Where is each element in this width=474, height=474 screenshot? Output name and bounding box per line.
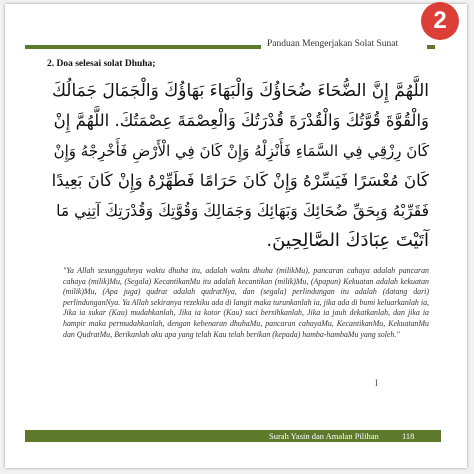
text-cursor-icon: I xyxy=(375,378,378,388)
header-title: Panduan Mengerjakan Solat Sunat xyxy=(267,39,399,49)
arabic-prayer-text xyxy=(49,76,429,256)
header-rule xyxy=(25,45,261,49)
section-heading: 2. Doa selesai solat Dhuha; xyxy=(47,59,156,69)
page-badge: 2 xyxy=(421,2,459,40)
arabic-line: اللَّهُمَّ إِنَّ الضُّحَاءَ ضُحَاؤُكَ وَالْبَهَاءَ بَهَاؤُكَ وَالْجَمَالَ جَمَالُكَ xyxy=(51,81,429,101)
arabic-line: كَانَ رِزْقِي فِي السَّمَاءِ فَأَنْزِلْهُ وَإِنْ كَانَ فِي الْأَرْضِ فَأَخْرِجْهُ وَإِنْ xyxy=(53,142,429,160)
header-rule-right xyxy=(427,45,435,49)
page-number: 118 xyxy=(402,431,415,441)
arabic-line: وَالْقُوَّةَ قُوَّتُكَ وَالْقُدْرَةَ قُدْرَتُكَ وَالْعِصْمَةَ عِصْمَتُكَ. اللَّهُمَّ إِنْ xyxy=(53,111,429,130)
arabic-line: فَقَرِّبْهُ وَبِحَقِّ ضُحَائِكَ وَبَهَائِكَ وَجَمَالِكَ وَقُوَّتِكَ وَقُدْرَتِكَ آتِنِي مَا xyxy=(56,202,429,220)
footer-title: Surah Yasin dan Amalan Pilihan xyxy=(269,431,379,441)
arabic-line: كَانَ مُعْسَرًا فَيَسِّرْهُ وَإِنْ كَانَ حَرَامًا فَطَهِّرْهُ وَإِنْ كَانَ بَعِيدًا xyxy=(51,171,429,190)
arabic-line: آتَيْتَ عِبَادَكَ الصَّالِحِينَ. xyxy=(266,230,429,251)
translation-paragraph: "Ya Allah sesungguhnya waktu dhuha itu, adalah waktu dhuha (milikMu), pancaran cahaya adalah pancaran cahaya (milik)Mu, (Segala) KecantikanMu itu adalah kecantikan (milik)Mu, (Apapun) Kekuatan adalah kekuatan (milik)Mu, (Apa juga) qudrat adalah qudratNya, dan (segala) perlindungan itu adalah (datang dari) perlindunganNya. Ya Allah sekiranya rezekiku ada di langit maka turunkanlah ia, jika ada di bumi keluarkanlah ia, Jika ia sukar (Kau) mudahkanlah, Jika ia kotor (Kau) suci bersihkanlah, Jika ia jauh dekatkanlah, dan jika ia hampir maka permudahkanlah, dengan kebenaran dhuhaMu, pancaran cahayaMu, KecantikanMu, KekuatanMu dan QudratMu, Berikanlah aku apa yang telah Kau telah berikan (kepada) hamba-hambaMu yang soleh." xyxy=(63,266,429,339)
document-page xyxy=(5,4,467,468)
footer-bar xyxy=(25,430,441,442)
